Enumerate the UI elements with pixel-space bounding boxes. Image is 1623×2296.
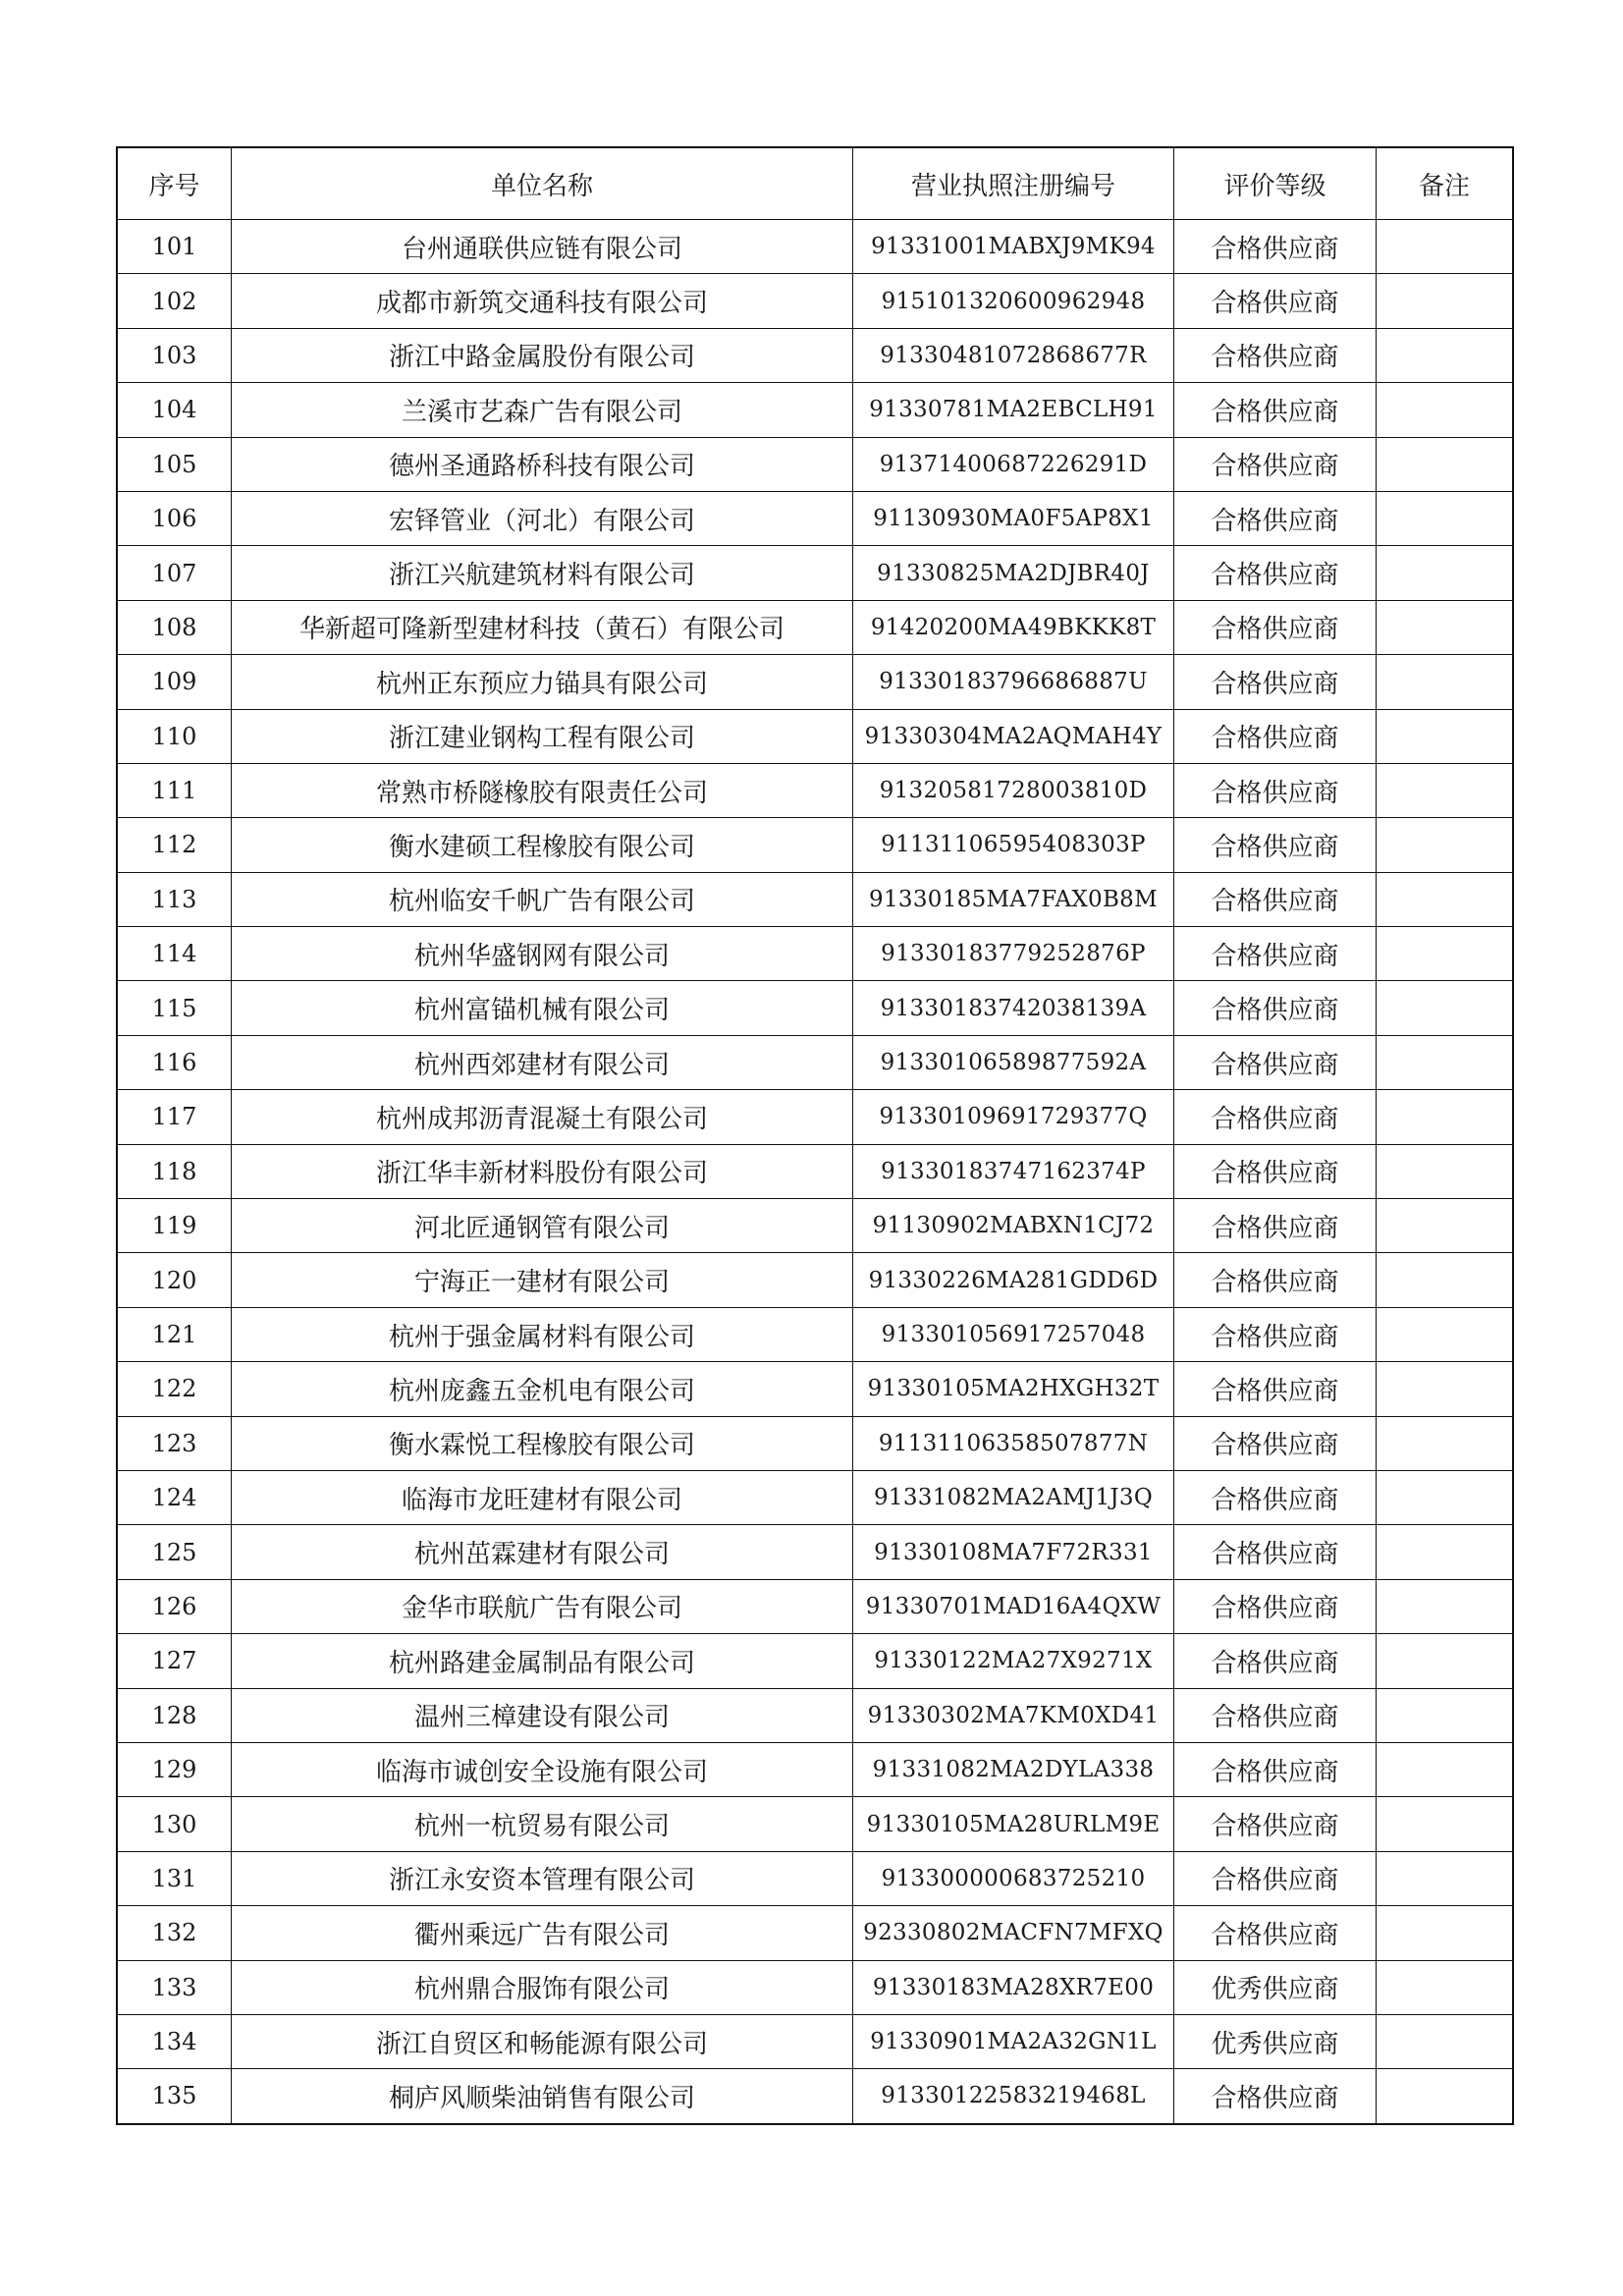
cell-license-number: 91331001MABXJ9MK94 [853, 220, 1174, 274]
cell-company-name: 浙江永安资本管理有限公司 [232, 1851, 853, 1905]
table-row [118, 437, 1513, 491]
cell-serial-number: 120 [118, 1253, 232, 1307]
cell-company-name: 衢州乘远广告有限公司 [232, 1906, 853, 1960]
cell-serial-number: 102 [118, 274, 232, 328]
cell-evaluation-grade: 合格供应商 [1174, 1634, 1377, 1688]
cell-remark [1377, 1470, 1513, 1524]
cell-remark [1377, 872, 1513, 926]
cell-evaluation-grade: 合格供应商 [1174, 1470, 1377, 1524]
cell-serial-number: 103 [118, 328, 232, 382]
cell-license-number: 913301056917257048 [853, 1307, 1174, 1361]
cell-evaluation-grade: 优秀供应商 [1174, 2014, 1377, 2068]
table-row [118, 1688, 1513, 1742]
cell-remark [1377, 383, 1513, 437]
cell-remark [1377, 2014, 1513, 2068]
table-row [118, 2014, 1513, 2068]
table-row [118, 2069, 1513, 2123]
cell-company-name: 常熟市桥隧橡胶有限责任公司 [232, 763, 853, 817]
cell-serial-number: 109 [118, 655, 232, 709]
cell-serial-number: 127 [118, 1634, 232, 1688]
cell-evaluation-grade: 合格供应商 [1174, 1851, 1377, 1905]
cell-serial-number: 135 [118, 2069, 232, 2123]
cell-license-number: 91330122MA27X9271X [853, 1634, 1174, 1688]
header-evaluation-grade: 评价等级 [1174, 148, 1377, 220]
cell-serial-number: 108 [118, 600, 232, 654]
cell-evaluation-grade: 合格供应商 [1174, 491, 1377, 545]
cell-license-number: 91330183796686887U [853, 655, 1174, 709]
cell-evaluation-grade: 合格供应商 [1174, 1307, 1377, 1361]
cell-license-number: 91371400687226291D [853, 437, 1174, 491]
cell-evaluation-grade: 合格供应商 [1174, 220, 1377, 274]
cell-remark [1377, 709, 1513, 763]
cell-serial-number: 124 [118, 1470, 232, 1524]
cell-company-name: 杭州正东预应力锚具有限公司 [232, 655, 853, 709]
header-serial-number: 序号 [118, 148, 232, 220]
cell-serial-number: 111 [118, 763, 232, 817]
cell-company-name: 华新超可隆新型建材科技（黄石）有限公司 [232, 600, 853, 654]
cell-remark [1377, 655, 1513, 709]
cell-company-name: 金华市联航广告有限公司 [232, 1579, 853, 1633]
cell-license-number: 913300000683725210 [853, 1851, 1174, 1905]
cell-evaluation-grade: 合格供应商 [1174, 927, 1377, 981]
cell-serial-number: 110 [118, 709, 232, 763]
cell-serial-number: 114 [118, 927, 232, 981]
cell-company-name: 浙江华丰新材料股份有限公司 [232, 1144, 853, 1198]
table-body [118, 220, 1513, 2124]
table-row [118, 274, 1513, 328]
cell-company-name: 台州通联供应链有限公司 [232, 220, 853, 274]
cell-remark [1377, 1797, 1513, 1851]
cell-remark [1377, 1906, 1513, 1960]
cell-remark [1377, 818, 1513, 872]
table-row [118, 1253, 1513, 1307]
table-row [118, 1797, 1513, 1851]
cell-remark [1377, 1199, 1513, 1253]
cell-evaluation-grade: 合格供应商 [1174, 2069, 1377, 2123]
cell-remark [1377, 328, 1513, 382]
cell-company-name: 河北匠通钢管有限公司 [232, 1199, 853, 1253]
cell-license-number: 91331082MA2DYLA338 [853, 1742, 1174, 1796]
cell-evaluation-grade: 合格供应商 [1174, 383, 1377, 437]
cell-license-number: 91330109691729377Q [853, 1090, 1174, 1144]
cell-evaluation-grade: 合格供应商 [1174, 328, 1377, 382]
cell-license-number: 91330481072868677R [853, 328, 1174, 382]
cell-license-number: 91320581728003810D [853, 763, 1174, 817]
cell-company-name: 临海市诚创安全设施有限公司 [232, 1742, 853, 1796]
cell-remark [1377, 491, 1513, 545]
table-row [118, 546, 1513, 600]
cell-license-number: 91330901MA2A32GN1L [853, 2014, 1174, 2068]
cell-evaluation-grade: 合格供应商 [1174, 1416, 1377, 1470]
table-row [118, 220, 1513, 274]
cell-license-number: 91330226MA281GDD6D [853, 1253, 1174, 1307]
cell-remark [1377, 1253, 1513, 1307]
supplier-table [117, 147, 1513, 2124]
table-row [118, 981, 1513, 1035]
cell-serial-number: 123 [118, 1416, 232, 1470]
cell-evaluation-grade: 合格供应商 [1174, 981, 1377, 1035]
cell-evaluation-grade: 合格供应商 [1174, 600, 1377, 654]
cell-company-name: 浙江自贸区和畅能源有限公司 [232, 2014, 853, 2068]
cell-company-name: 桐庐风顺柴油销售有限公司 [232, 2069, 853, 2123]
cell-license-number: 91330183747162374P [853, 1144, 1174, 1198]
cell-remark [1377, 2069, 1513, 2123]
cell-serial-number: 115 [118, 981, 232, 1035]
cell-company-name: 杭州庞鑫五金机电有限公司 [232, 1362, 853, 1416]
cell-company-name: 德州圣通路桥科技有限公司 [232, 437, 853, 491]
cell-license-number: 91420200MA49BKKK8T [853, 600, 1174, 654]
table-row [118, 1362, 1513, 1416]
cell-serial-number: 122 [118, 1362, 232, 1416]
cell-serial-number: 105 [118, 437, 232, 491]
cell-company-name: 温州三樟建设有限公司 [232, 1688, 853, 1742]
cell-license-number: 91330183MA28XR7E00 [853, 1960, 1174, 2014]
cell-company-name: 杭州一杭贸易有限公司 [232, 1797, 853, 1851]
cell-company-name: 宁海正一建材有限公司 [232, 1253, 853, 1307]
cell-evaluation-grade: 合格供应商 [1174, 1253, 1377, 1307]
cell-evaluation-grade: 合格供应商 [1174, 1144, 1377, 1198]
cell-serial-number: 134 [118, 2014, 232, 2068]
cell-serial-number: 121 [118, 1307, 232, 1361]
cell-company-name: 杭州鼎合服饰有限公司 [232, 1960, 853, 2014]
cell-license-number: 91330105MA28URLM9E [853, 1797, 1174, 1851]
table-row [118, 1470, 1513, 1524]
cell-remark [1377, 1362, 1513, 1416]
header-company-name: 单位名称 [232, 148, 853, 220]
cell-license-number: 91330825MA2DJBR40J [853, 546, 1174, 600]
cell-evaluation-grade: 合格供应商 [1174, 1035, 1377, 1089]
cell-license-number: 915101320600962948 [853, 274, 1174, 328]
cell-company-name: 杭州于强金属材料有限公司 [232, 1307, 853, 1361]
cell-remark [1377, 220, 1513, 274]
cell-company-name: 浙江兴航建筑材料有限公司 [232, 546, 853, 600]
table-row [118, 1960, 1513, 2014]
table-row [118, 709, 1513, 763]
cell-license-number: 91130930MA0F5AP8X1 [853, 491, 1174, 545]
cell-company-name: 临海市龙旺建材有限公司 [232, 1470, 853, 1524]
cell-company-name: 衡水霖悦工程橡胶有限公司 [232, 1416, 853, 1470]
cell-remark [1377, 437, 1513, 491]
cell-evaluation-grade: 优秀供应商 [1174, 1960, 1377, 2014]
cell-remark [1377, 1579, 1513, 1633]
cell-company-name: 杭州临安千帆广告有限公司 [232, 872, 853, 926]
cell-serial-number: 132 [118, 1906, 232, 1960]
table-row [118, 1307, 1513, 1361]
cell-serial-number: 117 [118, 1090, 232, 1144]
cell-serial-number: 125 [118, 1525, 232, 1579]
table-row [118, 1035, 1513, 1089]
cell-remark [1377, 600, 1513, 654]
cell-evaluation-grade: 合格供应商 [1174, 1525, 1377, 1579]
cell-company-name: 浙江中路金属股份有限公司 [232, 328, 853, 382]
cell-company-name: 衡水建硕工程橡胶有限公司 [232, 818, 853, 872]
cell-company-name: 杭州成邦沥青混凝土有限公司 [232, 1090, 853, 1144]
table-row [118, 1416, 1513, 1470]
cell-license-number: 91331082MA2AMJ1J3Q [853, 1470, 1174, 1524]
cell-remark [1377, 1742, 1513, 1796]
table-row [118, 1144, 1513, 1198]
table-row [118, 872, 1513, 926]
cell-remark [1377, 1307, 1513, 1361]
cell-license-number: 91131106595408303P [853, 818, 1174, 872]
cell-license-number: 91330185MA7FAX0B8M [853, 872, 1174, 926]
cell-evaluation-grade: 合格供应商 [1174, 274, 1377, 328]
cell-company-name: 杭州路建金属制品有限公司 [232, 1634, 853, 1688]
cell-serial-number: 131 [118, 1851, 232, 1905]
table-row [118, 1742, 1513, 1796]
cell-company-name: 杭州华盛钢网有限公司 [232, 927, 853, 981]
cell-remark [1377, 1090, 1513, 1144]
cell-evaluation-grade: 合格供应商 [1174, 763, 1377, 817]
cell-remark [1377, 1688, 1513, 1742]
cell-evaluation-grade: 合格供应商 [1174, 1579, 1377, 1633]
table-row [118, 1199, 1513, 1253]
cell-evaluation-grade: 合格供应商 [1174, 709, 1377, 763]
cell-license-number: 91330105MA2HXGH32T [853, 1362, 1174, 1416]
cell-remark [1377, 274, 1513, 328]
cell-remark [1377, 1634, 1513, 1688]
cell-company-name: 杭州富锚机械有限公司 [232, 981, 853, 1035]
cell-company-name: 杭州西郊建材有限公司 [232, 1035, 853, 1089]
cell-remark [1377, 1960, 1513, 2014]
cell-evaluation-grade: 合格供应商 [1174, 437, 1377, 491]
table-row [118, 1525, 1513, 1579]
cell-company-name: 兰溪市艺森广告有限公司 [232, 383, 853, 437]
cell-serial-number: 118 [118, 1144, 232, 1198]
cell-serial-number: 129 [118, 1742, 232, 1796]
cell-license-number: 91330302MA7KM0XD41 [853, 1688, 1174, 1742]
cell-remark [1377, 763, 1513, 817]
table-header-row [118, 148, 1513, 220]
cell-remark [1377, 546, 1513, 600]
cell-serial-number: 133 [118, 1960, 232, 2014]
cell-serial-number: 106 [118, 491, 232, 545]
cell-company-name: 成都市新筑交通科技有限公司 [232, 274, 853, 328]
cell-license-number: 91330183779252876P [853, 927, 1174, 981]
cell-evaluation-grade: 合格供应商 [1174, 818, 1377, 872]
cell-serial-number: 130 [118, 1797, 232, 1851]
cell-license-number: 91330122583219468L [853, 2069, 1174, 2123]
cell-serial-number: 101 [118, 220, 232, 274]
cell-license-number: 91330304MA2AQMAH4Y [853, 709, 1174, 763]
cell-evaluation-grade: 合格供应商 [1174, 1906, 1377, 1960]
cell-remark [1377, 927, 1513, 981]
cell-evaluation-grade: 合格供应商 [1174, 1362, 1377, 1416]
cell-company-name: 宏铎管业（河北）有限公司 [232, 491, 853, 545]
table-row [118, 328, 1513, 382]
cell-serial-number: 112 [118, 818, 232, 872]
table-row [118, 600, 1513, 654]
table-row [118, 927, 1513, 981]
cell-license-number: 91330701MAD16A4QXW [853, 1579, 1174, 1633]
cell-serial-number: 104 [118, 383, 232, 437]
cell-remark [1377, 981, 1513, 1035]
header-remark: 备注 [1377, 148, 1513, 220]
cell-license-number: 91130902MABXN1CJ72 [853, 1199, 1174, 1253]
cell-company-name: 浙江建业钢构工程有限公司 [232, 709, 853, 763]
table-row [118, 383, 1513, 437]
cell-license-number: 91131106358507877N [853, 1416, 1174, 1470]
cell-serial-number: 107 [118, 546, 232, 600]
table-row [118, 1906, 1513, 1960]
cell-remark [1377, 1144, 1513, 1198]
cell-evaluation-grade: 合格供应商 [1174, 1688, 1377, 1742]
table-row [118, 655, 1513, 709]
cell-license-number: 91330183742038139A [853, 981, 1174, 1035]
cell-serial-number: 116 [118, 1035, 232, 1089]
cell-remark [1377, 1525, 1513, 1579]
cell-license-number: 91330108MA7F72R331 [853, 1525, 1174, 1579]
cell-evaluation-grade: 合格供应商 [1174, 1797, 1377, 1851]
cell-evaluation-grade: 合格供应商 [1174, 1090, 1377, 1144]
cell-remark [1377, 1035, 1513, 1089]
cell-serial-number: 113 [118, 872, 232, 926]
header-license-number: 营业执照注册编号 [853, 148, 1174, 220]
cell-serial-number: 128 [118, 1688, 232, 1742]
cell-license-number: 91330106589877592A [853, 1035, 1174, 1089]
table-row [118, 818, 1513, 872]
cell-serial-number: 126 [118, 1579, 232, 1633]
cell-company-name: 杭州茁霖建材有限公司 [232, 1525, 853, 1579]
cell-license-number: 91330781MA2EBCLH91 [853, 383, 1174, 437]
table-row [118, 763, 1513, 817]
cell-serial-number: 119 [118, 1199, 232, 1253]
cell-evaluation-grade: 合格供应商 [1174, 1199, 1377, 1253]
table-row [118, 491, 1513, 545]
cell-license-number: 92330802MACFN7MFXQ [853, 1906, 1174, 1960]
table-row [118, 1851, 1513, 1905]
table-row [118, 1634, 1513, 1688]
table-row [118, 1090, 1513, 1144]
cell-remark [1377, 1851, 1513, 1905]
cell-evaluation-grade: 合格供应商 [1174, 546, 1377, 600]
table-row [118, 1579, 1513, 1633]
cell-evaluation-grade: 合格供应商 [1174, 1742, 1377, 1796]
cell-remark [1377, 1416, 1513, 1470]
cell-evaluation-grade: 合格供应商 [1174, 872, 1377, 926]
cell-evaluation-grade: 合格供应商 [1174, 655, 1377, 709]
